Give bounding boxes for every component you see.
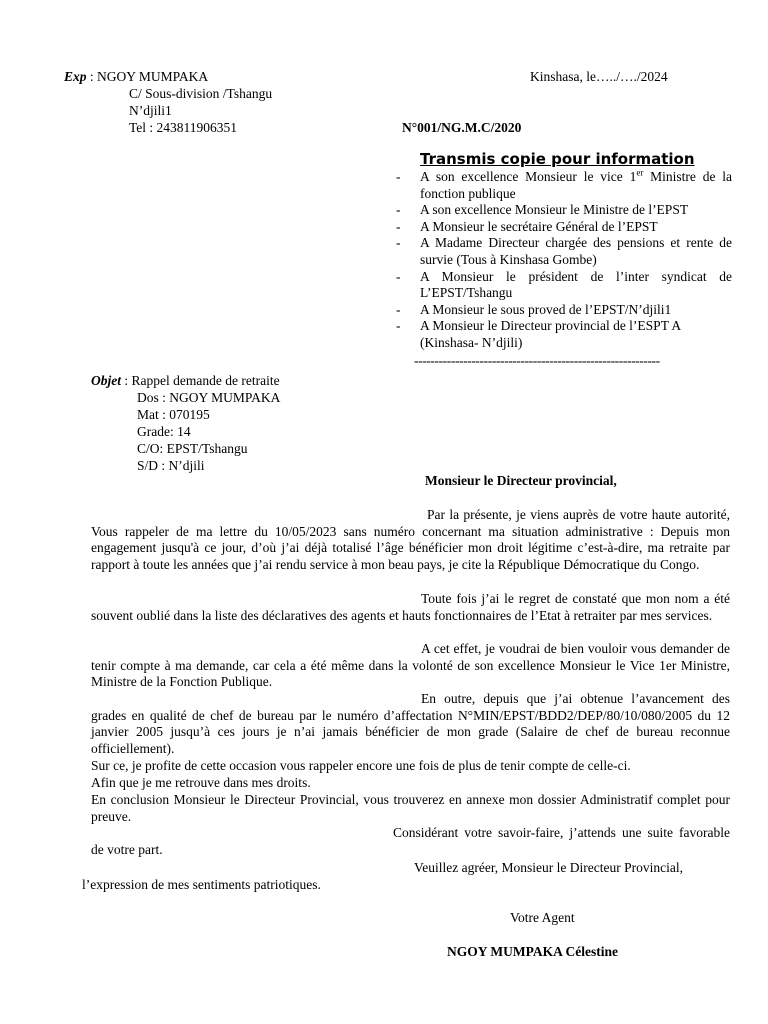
body-paragraph-1: Par la présente, je viens auprès de votre haute autorité, Vous rappeler de ma lettre du 10/05/2023 sans numéro concernant ma situation administrative : Depuis mon engagement jusqu'à ce jour, d’où j’ai déjà totalisé l’âge bénéficier mon droit légitime c’est-à-dire, ma retraite par rapport à toute les années que j’ai rendu service à mon beau pays, je cite la République Démocratique du Congo. — [91, 507, 730, 572]
copies-item — [396, 202, 732, 219]
sender-name: NGOY MUMPAKA — [97, 69, 209, 84]
reference-number: N°001/NG.M.C/2020 — [402, 120, 522, 135]
subject-dossier: Dos : NGOY MUMPAKA — [137, 390, 281, 405]
copies-item-text-continued: Ministre de la fonction publique — [420, 169, 733, 201]
copies-item-text: A Monsieur le sous proved de l’EPST/N’djili1 — [420, 301, 672, 317]
copies-item — [396, 169, 732, 202]
list-dash: - — [396, 202, 401, 218]
signature-name: NGOY MUMPAKA Célestine — [447, 944, 618, 959]
body-paragraph-6: Afin que je me retrouve dans mes droits. — [91, 775, 311, 790]
list-dash: - — [396, 268, 401, 284]
subject-line — [91, 373, 280, 390]
copies-item-text: A Monsieur le secrétaire Général de l’EPST — [420, 218, 658, 234]
copies-item-text: A Madame Directeur chargée des pensions et rente de survie (Tous à Kinshasa Gombe) — [420, 235, 732, 267]
place-date: Kinshasa, le…../…./2024 — [530, 69, 668, 84]
copies-item-superscript: er — [636, 167, 644, 178]
body-paragraph-8: Considérant votre savoir-faire, j’attends une suite favorable de votre part. — [91, 825, 730, 857]
copies-item-text: A Monsieur le Directeur provincial de l’ESPT A (Kinshasa- N’djili) — [420, 318, 681, 350]
sender-address-2: N’djili1 — [129, 103, 172, 118]
signature-title: Votre Agent — [510, 910, 575, 925]
salutation: Monsieur le Directeur provincial, — [425, 473, 617, 488]
list-dash: - — [396, 169, 401, 184]
subject-label: Objet — [91, 373, 121, 388]
list-dash: - — [396, 235, 401, 251]
copies-item-text: A son excellence Monsieur le vice 1 — [420, 169, 637, 184]
list-dash: - — [396, 218, 401, 234]
copies-item — [396, 269, 732, 302]
sender-address-1: C/ Sous-division /Tshangu — [129, 86, 273, 101]
copies-item — [396, 219, 732, 236]
body-paragraph-3: A cet effet, je voudrai de bien vouloir vous demander de tenir compte à ma demande, car cela a été même dans la volonté de son excellence Monsieur le Vice 1er Ministre, Ministre de la Fonction Publique. — [91, 641, 730, 690]
copies-item — [396, 235, 732, 268]
body-paragraph-4: En outre, depuis que j’ai obtenue l’avancement des grades en qualité de chef de bureau par le numéro d’affectation N°MIN/EPST/BDD2/DEP/80/10/080/2005 du 12 janvier 2005 jusqu’à ces jours je n’ai jamais bénéficier de mon grade (Salaire de chef de bureau reconnue officiellement). — [91, 691, 730, 756]
copies-item-text: A son excellence Monsieur le Ministre de l’EPST — [420, 202, 689, 218]
copies-title: Transmis copie pour information — [420, 150, 695, 168]
body-paragraph-5: Sur ce, je profite de cette occasion vous rappeler encore une fois de plus de tenir compte de celle-ci. — [91, 758, 631, 773]
dashed-separator: ------------------------------------------------------------ — [414, 353, 660, 368]
body-paragraph-2: Toute fois j’ai le regret de constaté que mon nom a été souvent oublié dans la liste des déclaratives des agents et hauts fonctionnaires de l’Etat à retraiter par mes services. — [91, 591, 730, 623]
closing-formula-line-1: Veuillez agréer, Monsieur le Directeur Provincial, — [414, 860, 683, 875]
list-dash: - — [396, 301, 401, 317]
body-paragraph-7: En conclusion Monsieur le Directeur Provincial, vous trouverez en annexe mon dossier Administratif complet pour preuve. — [91, 792, 730, 824]
closing-formula-line-2: l’expression de mes sentiments patriotiques. — [82, 877, 321, 892]
subject-separator: : — [121, 373, 132, 388]
list-dash: - — [396, 318, 401, 334]
subject-co: C/O: EPST/Tshangu — [137, 441, 248, 456]
copies-item-text: A Monsieur le président de l’inter syndicat de L’EPST/Tshangu — [420, 268, 732, 301]
sender-line — [64, 69, 208, 86]
subject-grade: Grade: 14 — [137, 424, 191, 439]
subject-sd: S/D : N’djili — [137, 458, 205, 473]
copies-item — [396, 318, 732, 351]
exp-label: Exp — [64, 69, 87, 84]
copies-list — [396, 169, 732, 352]
copies-item — [396, 302, 732, 319]
exp-separator: : — [86, 69, 98, 84]
subject-matricule: Mat : 070195 — [137, 407, 210, 422]
sender-phone: Tel : 243811906351 — [129, 120, 238, 135]
subject-text: Rappel demande de retraite — [131, 373, 280, 388]
